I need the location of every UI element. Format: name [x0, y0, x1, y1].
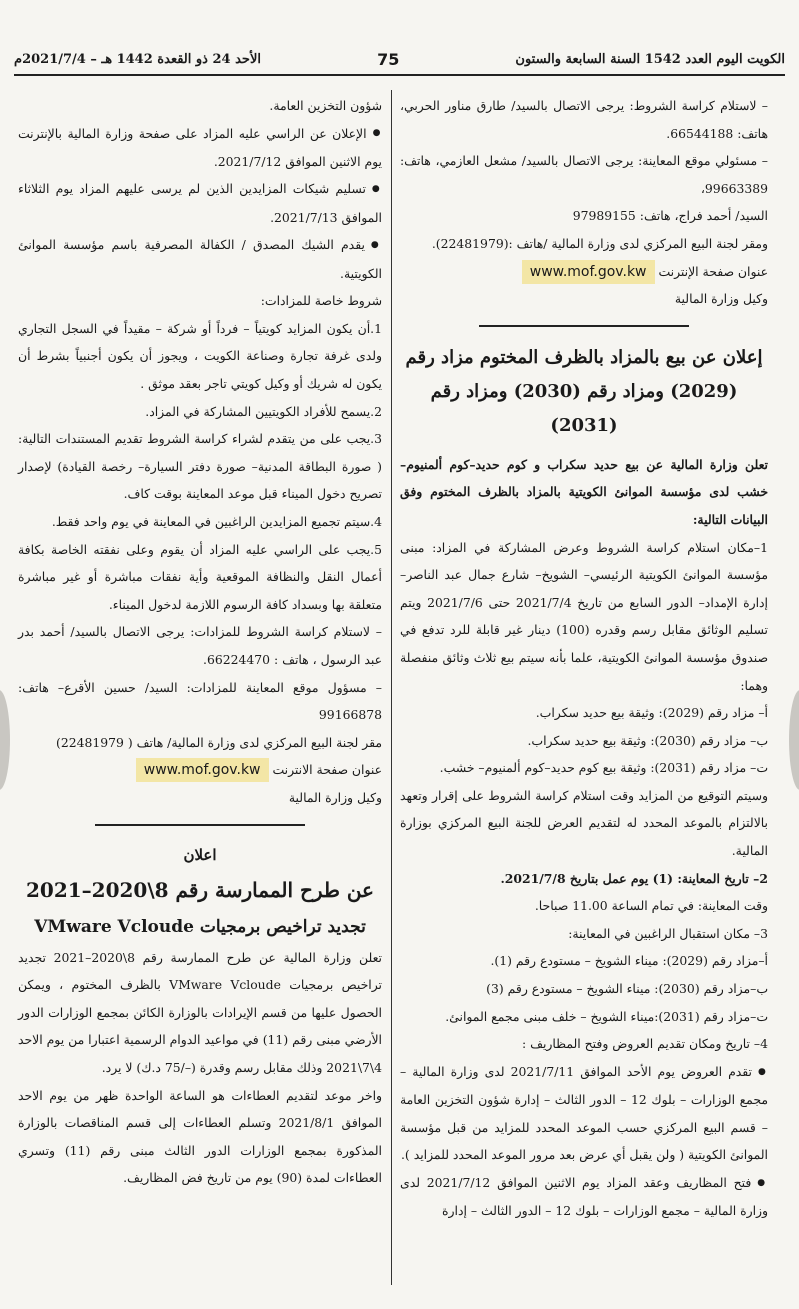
- ad-paragraph: 4– تاريخ ومكان تقديم العروض وفتح المظاريف :: [522, 1036, 768, 1052]
- ad-paragraph: ب–مزاد رقم (2030): ميناء الشويخ – مستودع رقم (3): [486, 981, 768, 997]
- contact-line: السيد/ أحمد فراج، هاتف: 97989155: [572, 208, 768, 224]
- website-label: عنوان صفحة الإنترنت: [658, 263, 768, 279]
- bullet-item: ● الإعلان عن الراسي عليه المزاد على صفحة وزارة المالية بالإنترنت يوم الاثنين الموافق 2021/7/12.: [18, 120, 382, 176]
- contact-line: – مسئولي موقع المعاينة: يرجى الاتصال بالسيد/ مشعل العازمي، هاتف: 99663389،: [400, 153, 768, 196]
- ad-subheading: عن طرح الممارسة رقم 8\2020–2021: [26, 877, 374, 902]
- bullet-item: ● يقدم الشيك المصدق / الكفالة المصرفية باسم مؤسسة الموانئ الكويتية.: [18, 231, 382, 287]
- conditions-title: شروط خاصة للمزادات:: [260, 293, 382, 309]
- ad-paragraph: تعلن وزارة المالية عن بيع حديد سكراب و كوم حديد–كوم ألمنيوم– خشب لدى مؤسسة الموانئ الكويتية بالمزاد بالظرف المختوم وفق البيانات التالية:: [400, 456, 768, 527]
- page-number: 75: [377, 49, 400, 69]
- ad-paragraph: 1–مكان استلام كراسة الشروط وعرض المشاركة في المزاد: مبنى مؤسسة الموانئ الكويتية الرئيسي– الشويخ– شارع جمال عبد الناصر– إدارة الإمداد– الدور السابع من تاريخ 2021/7/4 حتى 2021/7/6 ويتم تسليم الوثائق مقابل رسم وقدره (100) دينار غير قابلة للرد تدفع في صندوق مؤسسة الموانئ الكويتية، علما بأنه سيتم بيع ثلاث وثائق منفصلة وهما:: [400, 539, 768, 693]
- header-issue: الكويت اليوم العدد 1542 السنة السابعة والستون: [515, 51, 785, 67]
- committee-line: مقر لجنة البيع المركزي لدى وزارة المالية/ هاتف ( 22481979): [56, 734, 382, 750]
- ad-paragraph: ت– مزاد رقم (2031): وثيقة بيع كوم حديد–كوم ألمنيوم– خشب.: [439, 760, 768, 776]
- auction-ad-title: إعلان عن بيع بالمزاد بالظرف المختوم مزاد رقم (2029) ومزاد رقم (2030) ومزاد رقم (2031): [405, 346, 763, 436]
- contact-line: – لاستلام كراسة الشروط للمزادات: يرجى الاتصال بالسيد/ أحمد بدر عبد الرسول ، هاتف : 66224470.: [18, 624, 382, 667]
- ad-paragraph: 3– مكان استقبال الراغبين في المعاينة:: [568, 925, 768, 941]
- ad-paragraph: تعلن وزارة المالية عن طرح الممارسة رقم 8\2020–2021 تجديد تراخيص برمجيات VMware Vcloude بالظرف المختوم ، ويمكن الحصول عليها من قسم الإيرادات بالوزارة الكائن بمجمع الوزارات الدور الأرضي مبنى رقم (11) في مواعيد الدوام الرسمية اعتبارا من يوم الاحد 4\7\2021 وذلك مقابل رسم وقدرة (–/75 د.ك) لا يرد.: [18, 949, 383, 1075]
- website-label: عنوان صفحة الانترنت: [272, 762, 382, 778]
- ad-paragraph: ب– مزاد رقم (2030): وثيقة بيع حديد سكراب.: [527, 732, 768, 748]
- condition-item: 3.يجب على من يتقدم لشراء كراسة الشروط تقديم المستندات التالية: ( صورة البطاقة المدنية– صورة دفتر السيارة– رخصة القيادة) لإصدار تصريح دخول الميناء قبل موعد المعاينة بوقت كاف.: [18, 431, 382, 502]
- condition-item: 4.سيتم تجميع المزايدين الراغبين في المعاينة في يوم واحد فقط.: [51, 514, 382, 530]
- signature: وكيل وزارة المالية: [674, 291, 768, 307]
- website-line: [400, 258, 768, 286]
- ad-heading: اعلان: [183, 845, 217, 864]
- signature: وكيل وزارة المالية: [288, 789, 382, 805]
- website-link[interactable]: www.mof.gov.kw: [522, 260, 655, 284]
- contact-line: – لاستلام كراسة الشروط: يرجى الاتصال بالسيد/ طارق مناور الحربي، هاتف: 66544188.: [400, 98, 768, 141]
- bullet-item: ● فتح المظاريف وعقد المزاد يوم الاثنين الموافق 2021/7/12 لدى وزارة المالية – مجمع الوزارات – بلوك 12 – الدور الثالث – إدارة: [400, 1169, 768, 1225]
- bullet-item: ● تسليم شيكات المزايدين الذين لم يرسى عليهم المزاد يوم الثلاثاء الموافق 2021/7/13.: [18, 175, 382, 231]
- committee-line: ومقر لجنة البيع المركزي لدى وزارة المالية /هاتف :(22481979).: [431, 235, 768, 251]
- page-curl-shadow: [789, 690, 799, 790]
- continuation-line: شؤون التخزين العامة.: [269, 98, 382, 113]
- bullet-item: ● تقدم العروض يوم الأحد الموافق 2021/7/11 لدى وزارة المالية – مجمع الوزارات – بلوك 12 – الدور الثالث – إدارة شؤون التخزين العامة – قسم البيع المركزي حسب الموعد المحدد للمزايد من قبل مؤسسة الموانئ الكويتية ( ولن يقبل أي عرض بعد مرور الموعد المحدد للمزايد ).: [400, 1058, 768, 1169]
- ad-paragraph: ت–مزاد رقم (2031):ميناء الشويخ – خلف مبنى مجمع الموانئ.: [445, 1008, 768, 1024]
- contact-line: – مسؤول موقع المعاينة للمزادات: السيد/ حسين الأقرع– هاتف: 99166878: [18, 679, 382, 723]
- condition-item: 5.يجب على الراسي عليه المزاد أن يقوم وعلى نفقته الخاصة بكافة أعمال النقل والنظافة الموقعية وأية نفقات مباشرة أو غير مباشرة متعلقة بها وبسداد كافة الرسوم اللازمة لدخول الميناء.: [18, 541, 382, 612]
- website-link[interactable]: www.mof.gov.kw: [136, 758, 269, 782]
- website-line: [18, 756, 382, 784]
- ad-paragraph: وقت المعاينة: في تمام الساعة 11.00 صباحا.: [534, 898, 768, 914]
- ad-paragraph: أ–مزاد رقم (2029): ميناء الشويخ – مستودع رقم (1).: [490, 953, 768, 969]
- ad-paragraph: وسيتم التوقيع من المزايد وقت استلام كراسة الشروط على إقرار وتعهد بالالتزام بالموعد المحدد له لتقديم العرض للجنة البيع المركزي بوزارة المالية.: [400, 787, 768, 859]
- section-divider: [95, 824, 305, 826]
- column-divider: [391, 90, 392, 1285]
- page-header: [14, 44, 785, 76]
- left-column: [18, 92, 382, 1192]
- section-divider: [479, 325, 689, 327]
- condition-item: 2.يسمح للأفراد الكويتيين المشاركة في المزاد.: [145, 403, 382, 419]
- header-date: الأحد 24 ذو القعدة 1442 هـ – 2021/7/4م: [14, 51, 261, 67]
- ad-paragraph: واخر موعد لتقديم العطاءات هو الساعة الواحدة ظهر من يوم الاحد الموافق 2021/8/1 وتسلم العطاءات إلى قسم المناقصات بالوزارة المذكورة بمجمع الوزارات الدور الثالث مبنى رقم (11) وتسري العطاءات لمدة (90) يوم من تاريخ فض المظاريف.: [18, 1087, 383, 1186]
- ad-paragraph: أ– مزاد رقم (2029): وثيقة بيع حديد سكراب.: [535, 705, 768, 721]
- page-curl-shadow: [0, 690, 10, 790]
- right-column: [400, 92, 768, 1225]
- ad-paragraph: 2– تاريخ المعاينة: (1) يوم عمل بتاريخ 2021/7/8.: [500, 870, 768, 886]
- ad-product: تجديد تراخيص برمجيات VMware Vcloude: [34, 916, 366, 937]
- condition-item: 1.أن يكون المزايد كويتياً – فرداً أو شركة – مقيداً في السجل التجاري ولدى غرفة تجارة وصناعة الكويت ، ويجوز أن يكون أجنبياً بشرط أن يكون له شريك أو وكيل كويتي تاجر بعقد موثق .: [18, 320, 382, 392]
